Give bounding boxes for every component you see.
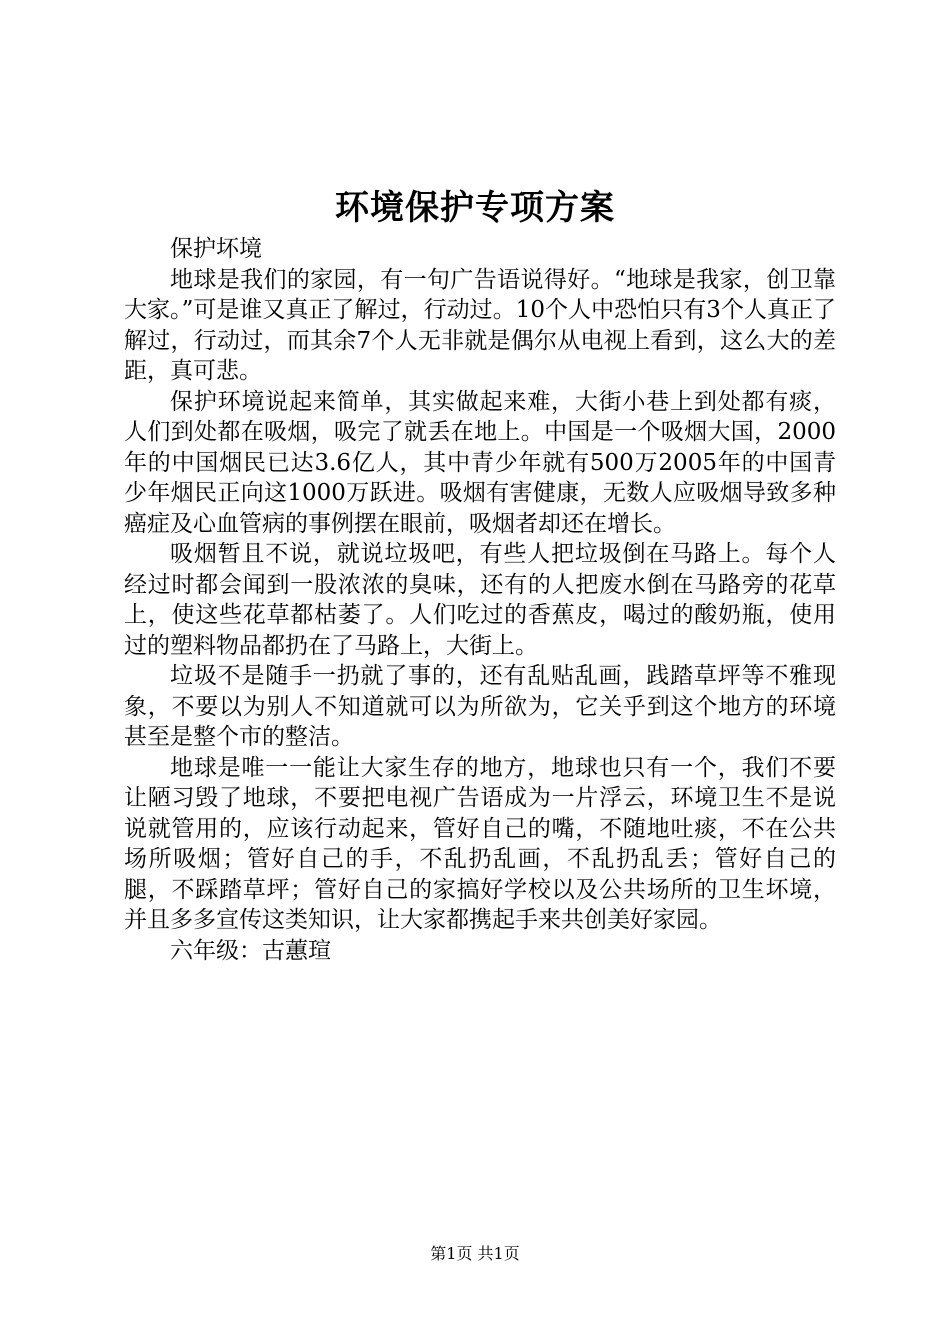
paragraph-1: 地球是我们的家园，有一句广告语说得好。“地球是我家，创卫靠大家。”可是谁又真正了解过，行动过。10个人中恐怕只有3个人真正了解过，行动过，而其余7个人无非就是偶尔从电视上看到，这么大的差距，真可悲。 bbox=[124, 266, 836, 384]
page-footer: 第1页 共1页 bbox=[430, 1244, 520, 1263]
document-title: 环境保护专项方案 bbox=[335, 188, 615, 228]
document-body bbox=[124, 234, 836, 966]
paragraph-3: 吸烟暂且不说，就说垃圾吧，有些人把垃圾倒在马路上。每个人经过时都会闻到一股浓浓的臭味，还有的人把废水倒在马路旁的花草上，使这些花草都枯萎了。人们吃过的香蕉皮，喝过的酸奶瓶，使用过的塑料物品都扔在了马路上，大街上。 bbox=[124, 541, 836, 659]
paragraph-5: 地球是唯一一能让大家生存的地方，地球也只有一个，我们不要让陋习毁了地球，不要把电视广告语成为一片浮云，环境卫生不是说说就管用的，应该行动起来，管好自己的嘴，不随地吐痰，不在公共场所吸烟；管好自己的手，不乱扔乱画，不乱扔乱丢；管好自己的腿，不踩踏草坪；管好自己的家搞好学校以及公共场所的卫生坏境，并且多多宣传这类知识，让大家都携起手来共创美好家园。 bbox=[124, 754, 836, 933]
paragraph-4: 垃圾不是随手一扔就了事的，还有乱贴乱画，践踏草坪等不雅现象，不要以为别人不知道就可以为所欲为，它关乎到这个地方的环境甚至是整个市的整洁。 bbox=[124, 663, 836, 750]
paragraph-heading: 保护坏境 bbox=[170, 236, 262, 262]
paragraph-2: 保护环境说起来简单，其实做起来难，大街小巷上到处都有痰，人们到处都在吸烟，吸完了就丢在地上。中国是一个吸烟大国，2000年的中国烟民已达3.6亿人，其中青少年就有500万2005年的中国青少年烟民正向这1000万跃进。吸烟有害健康，无数人应吸烟导致多种癌症及心血管病的事例摆在眼前，吸烟者却还在增长。 bbox=[124, 388, 836, 537]
author-signature: 六年级：古蕙瑄 bbox=[170, 937, 331, 964]
